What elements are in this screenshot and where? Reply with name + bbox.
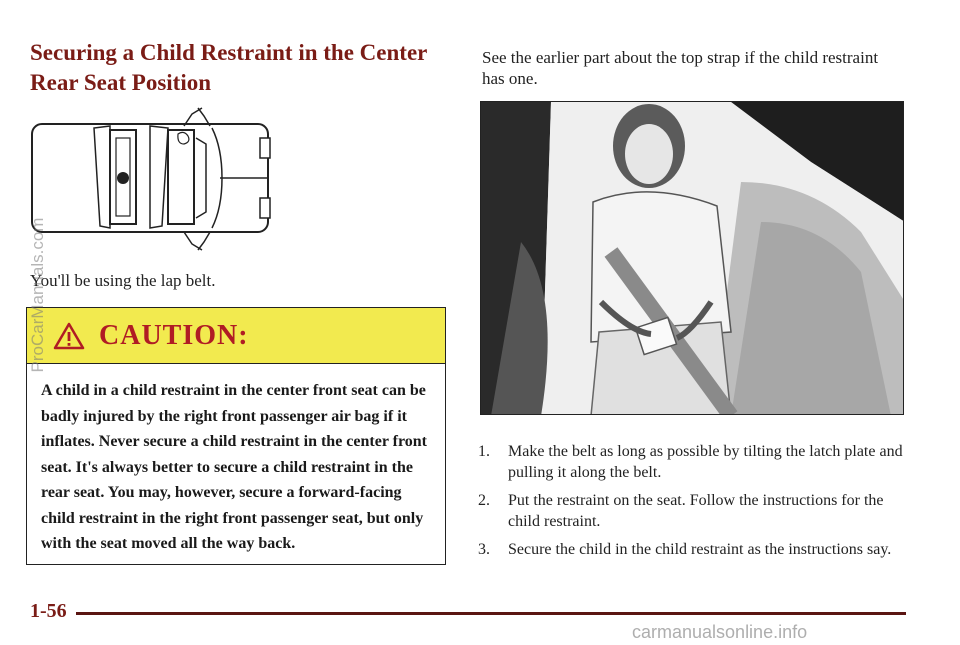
- instruction-steps: [478, 441, 908, 567]
- step-text: Make the belt as long as possible by tilting the latch plate and pulling it along the belt.: [508, 443, 903, 481]
- caution-header: [27, 308, 445, 364]
- step-text: Put the restraint on the seat. Follow the instructions for the child restraint.: [508, 492, 884, 530]
- page-number: 1-56: [30, 600, 67, 622]
- caution-text: A child in a child restraint in the center front seat can be badly injured by the right front passenger air bag if it inflates. Never secure a child restraint in the center front seat. It's always better to secure a child restraint in the rear seat. You may, however, secure a forward-facing child restraint in the right front passenger seat, but only with the seat moved all the way back.: [41, 382, 427, 552]
- caution-label: CAUTION:: [99, 319, 249, 351]
- top-strap-note: See the earlier part about the top strap if the child restraint has one.: [482, 48, 879, 88]
- step-text: Secure the child in the child restraint as the instructions say.: [508, 541, 892, 558]
- seat-position-marker: [117, 172, 129, 184]
- vehicle-seat-diagram: [28, 104, 288, 254]
- bottom-watermark: carmanualsonline.info: [632, 622, 808, 642]
- warning-triangle-icon: [53, 322, 85, 350]
- caution-box: [26, 307, 446, 565]
- side-watermark: ProCarManuals.com: [28, 217, 47, 373]
- step-item: [478, 490, 908, 532]
- page-title: Securing a Child Restraint in the Center Rear Seat Position: [30, 40, 427, 95]
- child-restraint-illustration: [480, 101, 904, 415]
- step-item: [478, 441, 908, 483]
- step-item: [478, 539, 908, 560]
- lap-belt-note: You'll be using the lap belt.: [30, 271, 216, 290]
- step-number: 3.: [478, 541, 490, 558]
- step-number: 1.: [478, 443, 490, 460]
- step-number: 2.: [478, 492, 490, 509]
- footer-rule: [76, 612, 906, 615]
